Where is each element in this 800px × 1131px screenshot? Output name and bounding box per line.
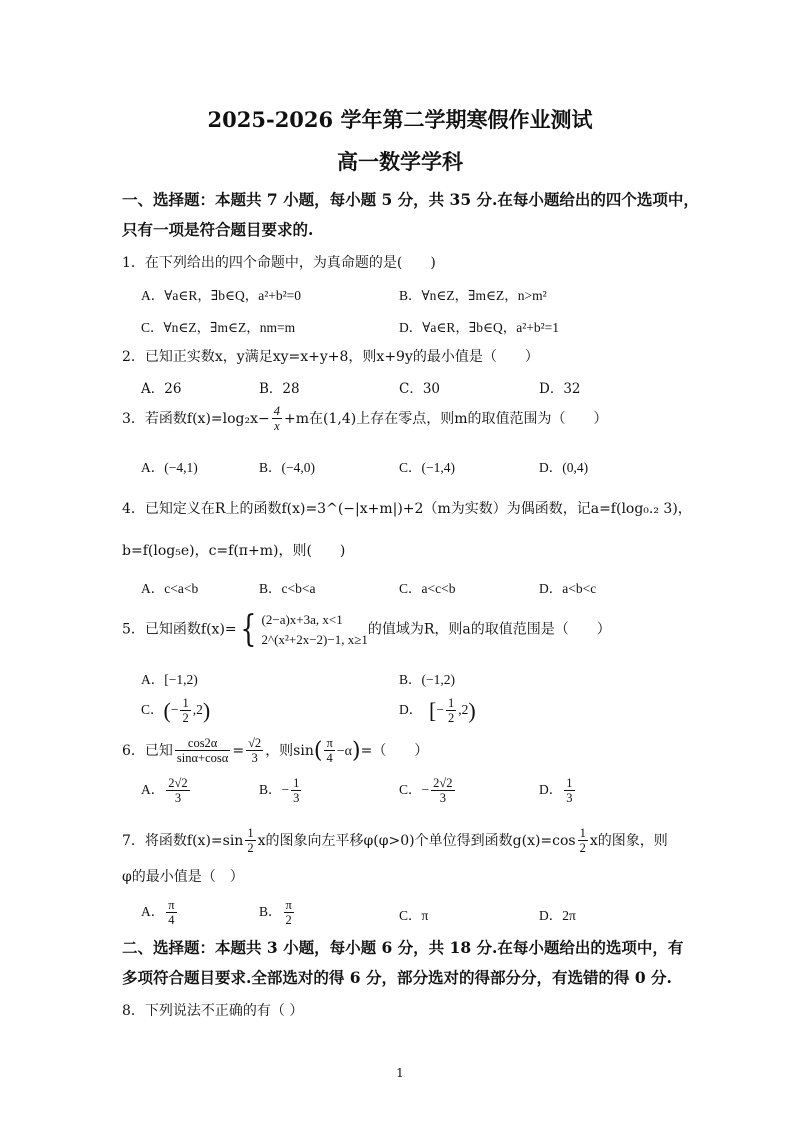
q6-fraction-den: sinα+cosα bbox=[176, 751, 229, 766]
q7-option-a-num: π bbox=[168, 898, 175, 912]
q3-stem-post: +m在(1,4)上存在零点，则m的取值范围为（ ） bbox=[284, 410, 608, 427]
q7-option-b-num: π bbox=[285, 898, 292, 912]
q6-stem-post: =（ ） bbox=[360, 742, 429, 759]
q7-option-b-den: 2 bbox=[285, 913, 292, 928]
q3-fraction-den: x bbox=[274, 419, 280, 434]
q6-option-a-den: 3 bbox=[174, 791, 182, 806]
q3-stem-pre: 3．若函数f(x)=log₂x− bbox=[122, 410, 270, 427]
q6-option-c-num: 2√2 bbox=[433, 776, 453, 790]
q5-option-b: B．(−1,2) bbox=[399, 672, 455, 687]
section1-heading-line1: 一、选择题：本题共 7 小题，每小题 5 分，共 35 分.在每小题给出的四个选项中， bbox=[122, 190, 699, 209]
q1-stem: 1．在下列给出的四个命题中，为真命题的是( ) bbox=[122, 255, 436, 271]
q2-option-c: C．30 bbox=[399, 381, 441, 397]
q6-pi-fraction bbox=[324, 736, 334, 766]
section2-heading-line1: 二、选择题：本题共 3 小题，每小题 6 分，共 18 分.在每小题给出的选项中，有 bbox=[122, 938, 684, 957]
q6-option-c: C．− $\frac{2√2}{3}$ bbox=[399, 776, 453, 806]
q6-pi-num: π bbox=[326, 736, 333, 750]
q5-stem bbox=[122, 610, 611, 649]
q3-option-b: B．(−4,0) bbox=[259, 460, 315, 475]
q4-option-d: D．a<b<c bbox=[539, 581, 597, 596]
q5-stem-post: 的值域为R，则a的取值范围是（ ） bbox=[367, 621, 611, 638]
q2-option-b: B．28 bbox=[259, 381, 300, 397]
q4-option-a: A．c<a<b bbox=[141, 581, 199, 596]
q5-option-a: A．[−1,2) bbox=[141, 672, 198, 687]
q6-option-b: B．− $\frac{1}{3}$ bbox=[259, 776, 300, 806]
q5-brace: { bbox=[240, 608, 257, 650]
q5-option-c-den: 2 bbox=[182, 711, 189, 726]
q5-option-d-num: 1 bbox=[447, 696, 455, 710]
page-number: 1 bbox=[396, 1066, 404, 1080]
q6-option-d-den: 3 bbox=[566, 791, 573, 806]
q7-stem-mid: x的图象向左平移φ(φ>0)个单位得到函数g(x)=cos bbox=[257, 832, 576, 849]
q6-option-a: A． $\frac{2√2}{3}$ bbox=[141, 776, 188, 806]
q5-option-c-num: 1 bbox=[182, 696, 189, 710]
q1-option-b: B．∀n∈Z，∃m∈Z，n>m² bbox=[399, 288, 547, 303]
q5-option-c: C．(− $\frac{1}{2}$ ,2) bbox=[141, 696, 211, 726]
q6-rhs-num: √2 bbox=[248, 736, 262, 750]
q1-option-d: D．∀a∈R，∃b∈Q，a²+b²=1 bbox=[399, 320, 560, 335]
q4-option-c: C．a<c<b bbox=[399, 581, 456, 596]
q4-stem-line2: b=f(log₅e)，c=f(π+m)，则( ) bbox=[122, 543, 346, 559]
q5-option-c-label: C． bbox=[141, 701, 164, 717]
q1-option-a: A．∀a∈R，∃b∈Q，a²+b²=0 bbox=[141, 288, 302, 303]
q7-option-a: A． $\frac{\pi}{4}$ bbox=[141, 898, 175, 928]
q7-half-num-2: 1 bbox=[579, 826, 586, 840]
q6-option-b-num: 1 bbox=[293, 776, 300, 790]
q3-option-a: A．(−4,1) bbox=[141, 460, 198, 475]
q5-piecewise bbox=[262, 610, 368, 649]
q7-half-num-1: 1 bbox=[247, 826, 254, 840]
q5-option-d-den: 2 bbox=[447, 711, 455, 726]
q3-fraction-num: 4 bbox=[273, 404, 280, 418]
q6-option-a-num: 2√2 bbox=[168, 776, 188, 790]
q7-option-b: B． $\frac{\pi}{2}$ bbox=[259, 898, 292, 928]
q7-stem-pre: 7．将函数f(x)=sin bbox=[122, 832, 244, 849]
q6-option-c-den: 3 bbox=[439, 791, 446, 806]
q6-stem-mid: ，则sin bbox=[265, 742, 314, 759]
exam-subtitle: 高一数学学科 bbox=[337, 149, 463, 174]
q3-option-c: C．(−1,4) bbox=[399, 460, 455, 475]
q6-option-b-den: 3 bbox=[293, 791, 300, 806]
q6-fraction-num: cos2α bbox=[175, 736, 230, 751]
q6-fraction bbox=[175, 736, 230, 766]
section1-heading-line2: 只有一项是符合题目要求的. bbox=[122, 220, 314, 239]
q7-half-den-2: 2 bbox=[579, 841, 586, 856]
q5-option-d-label: D． bbox=[399, 701, 423, 717]
q6-pi-den: 4 bbox=[326, 751, 333, 766]
q2-option-d: D．32 bbox=[539, 381, 581, 397]
q5-piece2: 2^(x²+2x−2)−1, x≥1 bbox=[261, 631, 368, 647]
q7-stem-post: x的图象，则 bbox=[589, 832, 668, 849]
q6-stem-pre: 6．已知 bbox=[122, 742, 173, 759]
q2-option-a: A．26 bbox=[141, 381, 182, 397]
q6-option-d: D． $\frac{1}{3}$ bbox=[539, 776, 573, 806]
q6-rhs bbox=[246, 736, 263, 766]
q4-stem-line1: 4．已知定义在R上的函数f(x)=3^(−|x+m|)+2（m为实数）为偶函数，记a=f(log₀.₂ 3)， bbox=[122, 501, 692, 517]
q7-option-a-den: 4 bbox=[168, 913, 175, 928]
q8-stem: 8．下列说法不正确的有（ ） bbox=[122, 1003, 304, 1019]
q3-fraction bbox=[272, 404, 282, 434]
q6-rhs-den: 3 bbox=[251, 751, 258, 766]
q7-stem-line2: φ的最小值是（ ） bbox=[122, 869, 244, 885]
q7-option-c: C．π bbox=[399, 908, 429, 923]
q6-stem: 6．已知 $\frac{\cos 2\alpha}{\sin\alpha+\cos\alpha}$ = $\frac{√2}{3}$ ，则sin( $\frac{\pi}{4}$ −α)=（ ） bbox=[122, 736, 429, 766]
q6-option-d-num: 1 bbox=[566, 776, 573, 790]
exam-title: 2025-2026 学年第二学期寒假作业测试 bbox=[207, 107, 593, 132]
q7-half-den-1: 2 bbox=[247, 841, 254, 856]
q1-option-c: C．∀n∈Z，∃m∈Z，nm=m bbox=[141, 320, 296, 335]
q4-option-b: B．c<b<a bbox=[259, 581, 316, 596]
section2-heading-line2: 多项符合题目要求.全部选对的得 6 分，部分选对的得部分分，有选错的得 0 分. bbox=[122, 968, 672, 987]
q3-stem bbox=[122, 404, 607, 434]
q5-piece1: (2−a)x+3a, x<1 bbox=[261, 612, 343, 627]
q3-option-d: D．(0,4) bbox=[539, 460, 589, 475]
q2-stem: 2．已知正实数x，y满足xy=x+y+8，则x+9y的最小值是（ ） bbox=[122, 349, 539, 365]
q5-stem-pre: 5．已知函数f(x)= bbox=[122, 621, 237, 638]
q7-stem-line1 bbox=[122, 826, 668, 856]
q5-option-d: D． [− $\frac{1}{2}$ ,2) bbox=[399, 696, 476, 726]
q7-option-d: D．2π bbox=[539, 908, 576, 923]
